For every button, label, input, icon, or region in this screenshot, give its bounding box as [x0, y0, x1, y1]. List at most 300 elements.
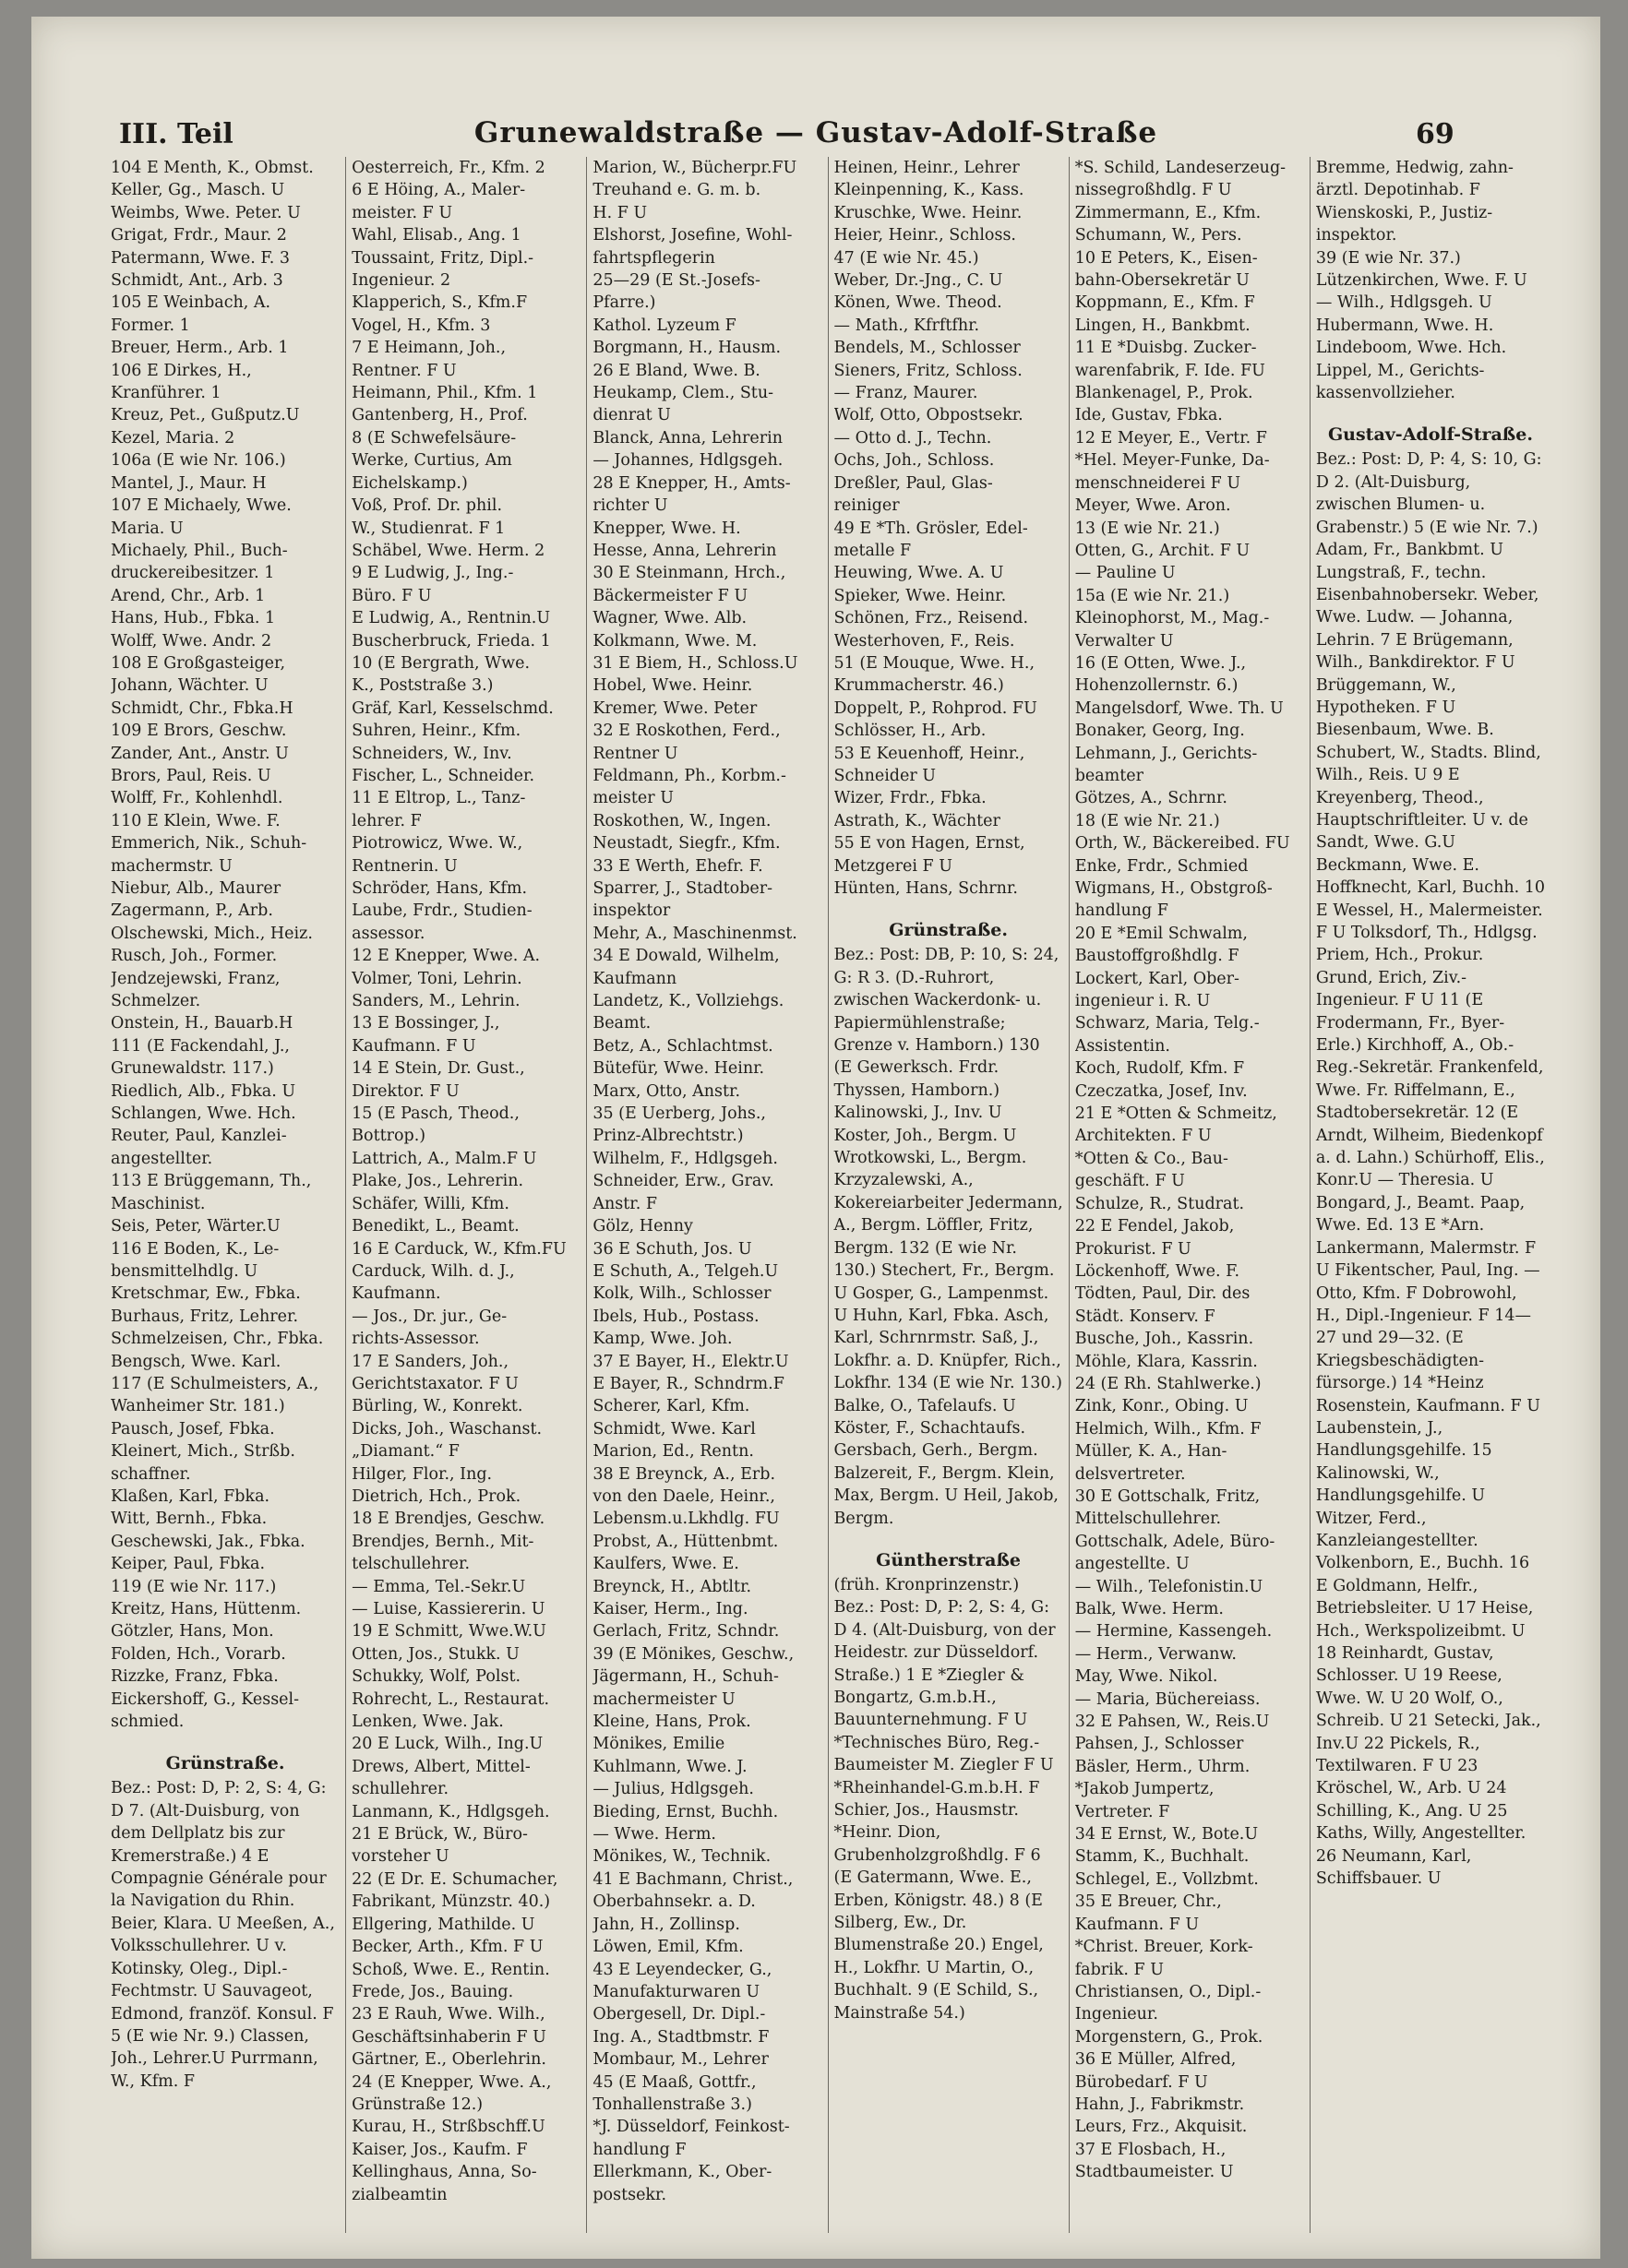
directory-entry: Busche, Joh., Kassrin.	[1074, 1330, 1254, 1349]
directory-entry: Drews, Albert, Mittel-	[352, 1757, 531, 1776]
directory-column-4	[828, 157, 1069, 2233]
directory-entry: Lingen, H., Bankbmt.	[1074, 316, 1251, 335]
directory-entry: Heinen, Heinr., Lehrer	[833, 159, 1020, 177]
directory-entry: Kleinophorst, M., Mag.-	[1074, 609, 1270, 628]
directory-entry: Schukky, Wolf, Polst.	[352, 1667, 521, 1687]
directory-entry: Heimann, Phil., Kfm. 1	[352, 384, 538, 403]
directory-entry: 36 E Schuth, Jos. U	[593, 1239, 752, 1259]
directory-entry: Löckenhoff, Wwe. F.	[1074, 1261, 1240, 1281]
directory-entry: Metzgerei F U	[833, 856, 952, 876]
directory-entry: Heier, Heinr., Schloss.	[833, 226, 1016, 245]
directory-entry: Helmich, Wilh., Kfm. F	[1074, 1419, 1262, 1438]
directory-entry: 10 (E Bergrath, Wwe.	[352, 653, 531, 673]
directory-entry: 117 (E Schulmeisters, A.,	[111, 1374, 319, 1393]
directory-entry: Mönikes, Emilie	[593, 1735, 725, 1754]
directory-entry: Bremme, Hedwig, zahn-	[1315, 159, 1514, 177]
directory-entry: Niebur, Alb., Maurer	[111, 879, 281, 898]
directory-entry: H. F U	[593, 203, 648, 222]
directory-entry: meister U	[593, 789, 674, 808]
directory-entry: inspektor	[593, 901, 671, 921]
directory-entry: Löwen, Emil, Kfm.	[593, 1938, 744, 1957]
directory-entry: Bengsch, Wwe. Karl.	[111, 1352, 281, 1371]
directory-entry: Dietrich, Hch., Prok.	[352, 1486, 521, 1506]
directory-entry: 55 E von Hagen, Ernst,	[833, 834, 1025, 853]
directory-entry: Bütefür, Wwe. Heinr.	[593, 1059, 765, 1079]
directory-entry: Meyer, Wwe. Aron.	[1074, 496, 1231, 516]
directory-entry: Ellerkmann, K., Ober-	[593, 2163, 772, 2182]
street-heading: Grünstraße.	[165, 1753, 285, 1774]
directory-entry: Kleinpenning, K., Kass.	[833, 181, 1024, 200]
page-number: 69	[1416, 118, 1454, 150]
directory-entry: 53 E Keuenhoff, Heinr.,	[833, 744, 1025, 763]
directory-entry: Lindeboom, Wwe. Hch.	[1315, 339, 1507, 358]
directory-entry: Kolk, Wilh., Schlosser	[593, 1284, 772, 1304]
directory-entry: Kellinghaus, Anna, So-	[352, 2163, 537, 2182]
directory-entry: Breuer, Herm., Arb. 1	[111, 339, 289, 358]
directory-entry: 20 E Luck, Wilh., Ing.U	[352, 1735, 544, 1754]
directory-entry: bahn-Obersekretär U	[1074, 271, 1250, 291]
directory-entry: Tonhallenstraße 3.)	[593, 2095, 752, 2114]
directory-entry: Koch, Rudolf, Kfm. F	[1074, 1059, 1245, 1079]
directory-entry: 47 (E wie Nr. 45.)	[833, 248, 979, 268]
directory-entry: Kleinert, Mich., Strßb.	[111, 1442, 295, 1462]
directory-entry: — Emma, Tel.-Sekr.U	[352, 1577, 526, 1596]
directory-entry: Krummacherstr. 46.)	[833, 676, 1004, 696]
directory-entry: machermeister U	[593, 1689, 736, 1709]
directory-entry: Balk, Wwe. Herm.	[1074, 1600, 1224, 1618]
directory-entry: — Wilh., Hdlgsgeh. U	[1315, 293, 1492, 313]
directory-entry: Voß, Prof. Dr. phil.	[352, 496, 503, 516]
directory-entry: *S. Schild, Landeserzeug-	[1074, 159, 1287, 177]
directory-entry: E Ludwig, A., Rentnin.U	[352, 609, 551, 628]
directory-entry: Architekten. F U	[1074, 1127, 1212, 1146]
directory-entry: Kaiser, Jos., Kaufm. F	[352, 2140, 528, 2159]
directory-entry: 25—29 (E St.-Josefs-	[593, 271, 760, 291]
directory-entry: — Julius, Hdlgsgeh.	[593, 1780, 754, 1799]
directory-entry: Lebensm.u.Lkhdlg. FU	[593, 1510, 780, 1529]
directory-column-6	[1310, 157, 1550, 2233]
directory-entry: 108 E Großgasteiger,	[111, 653, 286, 673]
directory-entry: 113 E Brüggemann, Th.,	[111, 1172, 312, 1191]
directory-entry: 13 E Bossinger, J.,	[352, 1014, 500, 1033]
directory-entry: Bieding, Ernst, Buchh.	[593, 1802, 779, 1821]
directory-entry: Müller, K. A., Han-	[1074, 1442, 1227, 1462]
directory-entry: Roskothen, W., Ingen.	[593, 811, 772, 830]
directory-entry: 34 E Ernst, W., Bote.U	[1074, 1825, 1259, 1844]
directory-entry: Fabrikant, Münzstr. 40.)	[352, 1892, 551, 1912]
directory-entry: 110 E Klein, Wwe. F.	[111, 811, 281, 830]
street-range-title: Grunewaldstraße — Gustav-Adolf-Straße	[473, 116, 1158, 149]
directory-entry: Koppmann, E., Kfm. F	[1074, 293, 1255, 313]
directory-entry: Orth, W., Bäckereibed. FU	[1074, 834, 1290, 853]
directory-entry: 11 E Eltrop, L., Tanz-	[352, 789, 526, 808]
directory-entry: 21 E *Otten & Schmeitz,	[1074, 1104, 1277, 1124]
directory-entry: 51 (E Mouque, Wwe. H.,	[833, 653, 1035, 673]
directory-entry: Keller, Gg., Masch. U	[111, 181, 285, 200]
directory-entry: Christiansen, O., Dipl.-	[1074, 1982, 1262, 2001]
directory-entry: Ibels, Hub., Postass.	[593, 1307, 760, 1326]
directory-entry: 21 E Brück, W., Büro-	[352, 1825, 528, 1844]
directory-entry: — Pauline U	[1074, 564, 1176, 583]
directory-entry: Brors, Paul, Reis. U	[111, 766, 271, 785]
directory-entry: Ingenieur. 2	[352, 271, 451, 291]
directory-entry: Stamm, K., Buchhalt.	[1074, 1847, 1250, 1867]
directory-entry: — Johannes, Hdlgsgeh.	[593, 451, 784, 471]
directory-entry: 35 (E Uerberg, Johs.,	[593, 1104, 766, 1124]
directory-entry: Eickershoff, G., Kessel-	[111, 1689, 300, 1709]
directory-entry: Schneider U	[833, 766, 937, 785]
directory-entry: 12 E Knepper, Wwe. A.	[352, 947, 541, 966]
street-section	[834, 916, 1063, 1530]
directory-entry: Ide, Gustav, Fbka.	[1074, 406, 1223, 425]
directory-entry: 109 E Brors, Geschw.	[111, 722, 287, 741]
directory-entry: 16 E Carduck, W., Kfm.FU	[352, 1239, 567, 1259]
directory-entry: Kuhlmann, Wwe. J.	[593, 1757, 748, 1776]
directory-entry: Breynck, H., Abtltr.	[593, 1577, 752, 1596]
directory-entry: Schulze, R., Studrat.	[1074, 1194, 1245, 1213]
directory-entry: Bürobedarf. F U	[1074, 2072, 1208, 2092]
directory-entry: 28 E Knepper, H., Amts-	[593, 473, 791, 493]
directory-entry: 18 E Brendjes, Geschw.	[352, 1510, 545, 1529]
directory-entry: Marx, Otto, Anstr.	[593, 1081, 741, 1101]
directory-entry: Patermann, Wwe. F. 3	[111, 248, 290, 268]
directory-entry: Kranführer. 1	[111, 384, 221, 403]
running-header	[31, 17, 1600, 155]
directory-entry: 104 E Menth, K., Obmst.	[111, 159, 314, 177]
directory-entry: Baustoffgroßhdlg. F	[1074, 947, 1239, 966]
directory-entry: von den Daele, Heinr.,	[593, 1486, 775, 1506]
directory-entry: 116 E Boden, K., Le-	[111, 1239, 280, 1259]
directory-entry: Könen, Wwe. Theod.	[833, 293, 1002, 313]
directory-entry: 32 E Roskothen, Ferd.,	[593, 722, 781, 741]
directory-entry: Hobel, Wwe. Heinr.	[593, 676, 753, 696]
directory-entry: Lanmann, K., Hdlgsgeh.	[352, 1802, 550, 1821]
directory-entry: delsvertreter.	[1074, 1464, 1186, 1484]
directory-entry: 18 (E wie Nr. 21.)	[1074, 811, 1220, 830]
directory-entry: Bottrop.)	[352, 1127, 426, 1146]
directory-entry: K., Poststraße 3.)	[352, 676, 494, 696]
directory-entry: Ochs, Joh., Schloss.	[833, 451, 995, 471]
directory-entry: *Jakob Jumpertz,	[1074, 1780, 1215, 1799]
directory-entry: Zink, Konr., Obing. U	[1074, 1397, 1249, 1416]
directory-entry: 43 E Leyendecker, G.,	[593, 1960, 772, 1979]
directory-entry: Verwalter U	[1074, 631, 1174, 651]
directory-entry: Kurau, H., Strßbschff.U	[352, 2118, 545, 2137]
directory-entry: Czeczatka, Josef, Inv.	[1074, 1081, 1248, 1101]
directory-entry: Schäbel, Wwe. Herm. 2	[352, 541, 545, 560]
directory-entry: — Maria, Büchereiass.	[1074, 1689, 1261, 1709]
directory-entry: 32 E Pahsen, W., Reis.U	[1074, 1713, 1270, 1732]
directory-entry: Wilhelm, F., Hdlgsgeh.	[593, 1149, 778, 1168]
directory-entry: *Hel. Meyer-Funke, Da-	[1074, 451, 1270, 471]
directory-entry: Heukamp, Clem., Stu-	[593, 384, 774, 403]
directory-entry: Obergesell, Dr. Dipl.-	[593, 2005, 766, 2024]
directory-column-1	[111, 157, 345, 2233]
directory-entry: Spieker, Wwe. Heinr.	[833, 586, 1007, 605]
directory-entry: Johann, Wächter. U	[111, 676, 269, 696]
directory-entry: Hilger, Flor., Ing.	[352, 1464, 493, 1484]
directory-entry: Stadtbaumeister. U	[1074, 2163, 1234, 2182]
directory-entry: Schlösser, H., Arb.	[833, 722, 987, 741]
directory-entry: schmied.	[111, 1713, 185, 1732]
directory-entry: Arend, Chr., Arb. 1	[111, 586, 266, 605]
directory-entry: 30 E Gottschalk, Fritz,	[1074, 1486, 1261, 1506]
directory-entry: Maria. U	[111, 519, 184, 538]
directory-entry: Ingenieur.	[1074, 2005, 1158, 2024]
directory-entry: angestellte. U	[1074, 1555, 1190, 1574]
directory-entry: Grigat, Frdr., Maur. 2	[111, 226, 287, 245]
directory-entry: Heuwing, Wwe. A. U	[833, 564, 1004, 583]
directory-entry: handlung F	[1074, 901, 1168, 921]
directory-entry: Sparrer, J., Stadtober-	[593, 879, 773, 898]
directory-entry: 34 E Dowald, Wilhelm,	[593, 947, 780, 966]
directory-entry: Bendels, M., Schlosser	[833, 339, 1021, 358]
directory-entry: handlung F	[593, 2140, 687, 2159]
directory-entry: 41 E Bachmann, Christ.,	[593, 1869, 794, 1889]
directory-entry: Wolff, Fr., Kohlenhdl.	[111, 789, 283, 808]
directory-entry: Klaßen, Karl, Fbka.	[111, 1486, 270, 1506]
directory-entry: Schmidt, Ant., Arb. 3	[111, 271, 283, 291]
directory-entry: Fischer, L., Schneider.	[352, 766, 535, 785]
directory-entry: Bürling, W., Konrekt.	[352, 1397, 523, 1416]
directory-entry: Zimmermann, E., Kfm.	[1074, 203, 1262, 222]
directory-column-5	[1069, 157, 1310, 2233]
directory-entry: 20 E *Emil Schwalm,	[1074, 924, 1248, 943]
directory-entry: — Wilh., Telefonistin.U	[1074, 1577, 1263, 1596]
directory-entry: 10 E Peters, K., Eisen-	[1074, 248, 1258, 268]
directory-entry: Sieners, Fritz, Schloss.	[833, 361, 1023, 380]
directory-entry: Kruschke, Wwe. Heinr.	[833, 203, 1023, 222]
directory-entry: 17 E Sanders, Joh.,	[352, 1352, 509, 1371]
directory-entry: kassenvollzieher.	[1315, 384, 1455, 403]
directory-entry: Oesterreich, Fr., Kfm. 2	[352, 159, 545, 177]
directory-entry: Schmelzeisen, Chr., Fbka.	[111, 1330, 324, 1349]
directory-entry: Möhle, Klara, Kassrin.	[1074, 1352, 1258, 1371]
directory-entry: Dreßler, Paul, Glas-	[833, 473, 993, 493]
directory-entry: Kreuz, Pet., Gußputz.U	[111, 406, 300, 425]
directory-entry: 11 E *Duisbg. Zucker-	[1074, 339, 1257, 358]
directory-entry: Rizzke, Franz, Fbka.	[111, 1667, 279, 1687]
directory-entry: Gottschalk, Adele, Büro-	[1074, 1532, 1275, 1551]
directory-entry: Mehr, A., Maschinenmst.	[593, 924, 797, 943]
directory-entry: Marion, W., Bücherpr.FU	[593, 159, 797, 177]
directory-entry: 9 E Ludwig, J., Ing.-	[352, 564, 514, 583]
directory-entry: Gölz, Henny	[593, 1217, 693, 1236]
directory-entry: Toussaint, Fritz, Dipl.-	[352, 248, 534, 268]
directory-entry: Elshorst, Josefine, Wohl-	[593, 226, 793, 245]
directory-entry: Schäfer, Willi, Kfm.	[352, 1194, 509, 1213]
directory-entry: schaffner.	[111, 1464, 191, 1484]
part-label: III. Teil	[119, 118, 233, 150]
street-entries: Bez.: Post: D, P: 2, S: 4, G: D 7. (Alt-Duisburg, von dem Dellplatz bis zur Kremerstraße.) 4 E Compagnie Générale pour la Navigation du Rhin. Beier, Klara. U Meeßen, A., Volksschullehrer. U v. Kotinsky, Oleg., Dipl.-Fechtmstr. U Sauvageot, Edmond, franzöf. Konsul. F 5 (E wie Nr. 9.) Classen, Joh., Lehrer.U Purrmann, W., Kfm. F	[111, 1779, 335, 2091]
directory-entry: 106a (E wie Nr. 106.)	[111, 451, 286, 471]
directory-entry: Benedikt, L., Beamt.	[352, 1217, 520, 1236]
directory-entry: Otten, Jos., Stukk. U	[352, 1644, 520, 1664]
directory-entry: Weimbs, Wwe. Peter. U	[111, 203, 301, 222]
directory-entry: — Wwe. Herm.	[593, 1825, 716, 1844]
directory-entry: Wahl, Elisab., Ang. 1	[352, 226, 521, 245]
directory-entry: Klapperich, S., Kfm.F	[352, 293, 528, 313]
directory-entry: Schumann, W., Pers.	[1074, 226, 1242, 245]
directory-entry: Frede, Jos., Bauing.	[352, 1982, 514, 2001]
directory-entry: Schlangen, Wwe. Hch.	[111, 1104, 296, 1124]
directory-entry: Tödten, Paul, Dir. des	[1074, 1284, 1251, 1304]
directory-entry: 36 E Müller, Alfred,	[1074, 2050, 1237, 2070]
directory-entry: Buscherbruck, Frieda. 1	[352, 631, 551, 651]
directory-entry: Kleine, Hans, Prok.	[593, 1713, 751, 1732]
directory-entry: Former. 1	[111, 316, 190, 335]
directory-entry: Borgmann, H., Hausm.	[593, 339, 782, 358]
street-entries: Bez.: Post: DB, P: 10, S: 24, G: R 3. (D.-Ruhrort, zwischen Wackerdonk- u. Papiermühlenstraße; Grenze v. Hamborn.) 130 (E Gewerksch. Frdr. Thyssen, Hamborn.) Kalinowski, J., Inv. U Koster, Joh., Bergm. U Wrotkowski, L., Bergm. Krzyzalewski, A., Kokereiarbeiter Jedermann, A., Bergm. Löffler, Fritz, Bergm. 132 (E wie Nr. 130.) Stechert, Fr., Bergm. U Gosper, G., Lampenmst. U Huhn, Karl, Fbka. Asch, Karl, Schrnrmstr. Saß, J., Lokfhr. a. D. Knüpfer, Rich., Lokfhr. 134 (E wie Nr. 130.) Balke, O., Tafelaufs. U Köster, F., Schachtaufs. Gersbach, Gerh., Bergm. Balzereit, F., Bergm. Klein, Max, Bergm. U Heil, Jakob, Bergm.	[833, 946, 1063, 1528]
directory-entry: Rentner. F U	[352, 361, 457, 380]
directory-entry: Westerhoven, F., Reis.	[833, 631, 1015, 651]
directory-entry: 49 E *Th. Grösler, Edel-	[833, 519, 1028, 538]
directory-entry: Laube, Frdr., Studien-	[352, 901, 533, 921]
directory-entry: 24 (E Rh. Stahlwerke.)	[1074, 1374, 1262, 1393]
directory-entry: Kamp, Wwe. Joh.	[593, 1330, 733, 1349]
directory-entry: Wagner, Wwe. Alb.	[593, 609, 748, 628]
directory-entry: *Christ. Breuer, Kork-	[1074, 1938, 1253, 1957]
directory-entry: 39 (E wie Nr. 37.)	[1315, 248, 1461, 268]
directory-entry: Vertreter. F	[1074, 1802, 1170, 1821]
directory-entry: E Bayer, R., Schndrm.F	[593, 1374, 784, 1393]
directory-entry: Grünstraße 12.)	[352, 2095, 484, 2114]
directory-entry: Wolff, Wwe. Andr. 2	[111, 631, 272, 651]
directory-entry: Götzler, Hans, Mon.	[111, 1622, 274, 1641]
street-section	[834, 1546, 1063, 2024]
directory-entry: Manufakturwaren U	[593, 1982, 760, 2001]
directory-entry: 37 E Flosbach, H.,	[1074, 2140, 1227, 2159]
street-entries: Bez.: Post: D, P: 4, S: 10, G: D 2. (Alt-Duisburg, zwischen Blumen- u. Grabenstr.) 5 (E wie Nr. 7.) Adam, Fr., Bankbmt. U Lungstraß, F., techn. Eisenbahnobersekr. Weber, Wwe. Ludw. — Johanna, Lehrin. 7 E Brügemann, Wilh., Bankdirektor. F U Brüggemann, W., Hypotheken. F U Biesenbaum, Wwe. B. Schubert, W., Stadts. Blind, Wilh., Reis. U 9 E Kreyenberg, Theod., Hauptschriftleiter. U v. de Sandt, Wwe. G.U Beckmann, Wwe. E. Hoffknecht, Karl, Buchh. 10 E Wessel, H., Malermeister. F U Tolksdorf, Th., Hdlgsg. Priem, Hch., Prokur. Grund, Erich, Ziv.-Ingenieur. F U 11 (E Frodermann, Fr., Byer-Erle.) Kirchhoff, A., Ob.-Reg.-Sekretär. Frankenfeld, Wwe. Fr. Riffelmann, E., Stadtobersekretär. 12 (E Arndt, Wilheim, Biedenkopf a. d. Lahn.) Schürhoff, Elis., Konr.U — Theresia. U Bongard, J., Beamt. Paap, Wwe. Ed. 13 E *Arn. Lankermann, Malermstr. F U Fikentscher, Paul, Ing. — Otto, Kfm. F Dobrowohl, H., Dipl.-Ingenieur. F 14—27 und 29—32. (E Kriegsbeschädigten-fürsorge.) 14 *Heinz Rosenstein, Kaufmann. F U Laubenstein, J., Handlungsgehilfe. 15 Kalinowski, W., Handlungsgehilfe. U Witzer, Ferd., Kanzleiangestellter. Volkenborn, E., Buchh. 16 E Goldmann, Helfr., Betriebsleiter. U 17 Heise, Hch., Werkspolizeibmt. U 18 Reinhardt, Gustav, Schlosser. U 19 Reese, Wwe. W. U 20 Wolf, O., Schreib. U 21 Setecki, Jak., Inv.U 22 Pickels, R., Textilwaren. F U 23 Kröschel, W., Arb. U 24 Schilling, K., Ang. U 25 Kaths, Willy, Angestellter. 26 Neumann, Karl, Schiffsbauer. U	[1315, 450, 1546, 1889]
directory-entry: Hesse, Anna, Lehrerin	[593, 541, 777, 560]
directory-entry: Jägermann, H., Schuh-	[593, 1667, 779, 1687]
directory-entry: Reuter, Paul, Kanzlei-	[111, 1127, 287, 1146]
directory-entry: 19 E Schmitt, Wwe.W.U	[352, 1622, 546, 1641]
directory-entry: geschäft. F U	[1074, 1172, 1185, 1191]
directory-entry: Mombaur, M., Lehrer	[593, 2050, 769, 2070]
directory-entry: 12 E Meyer, E., Vertr. F	[1074, 428, 1267, 448]
directory-entry: dienrat U	[593, 406, 671, 425]
directory-entry: Kaufmann.	[352, 1284, 441, 1304]
directory-entry: vorsteher U	[352, 1847, 449, 1867]
street-heading: Grünstraße.	[889, 920, 1008, 941]
directory-entry: Schmelzer.	[111, 992, 201, 1011]
directory-entry: Lenken, Wwe. Jak.	[352, 1713, 504, 1732]
directory-entry: Gärtner, E., Oberlehrin.	[352, 2050, 546, 2070]
directory-entry: Götzes, A., Schrnr.	[1074, 789, 1227, 808]
street-section	[111, 1749, 340, 2093]
directory-entry: Landetz, K., Vollziehgs.	[593, 992, 784, 1011]
directory-entry: Lockert, Karl, Ober-	[1074, 969, 1239, 988]
directory-entry: Schneider, Erw., Grav.	[593, 1172, 774, 1191]
directory-entry: Gerlach, Fritz, Schndr.	[593, 1622, 780, 1641]
directory-entry: Treuhand e. G. m. b.	[593, 181, 761, 200]
directory-entry: 45 (E Maaß, Gottfr.,	[593, 2072, 757, 2092]
directory-entry: Probst, A., Hüttenbmt.	[593, 1532, 779, 1551]
directory-entry: Schmidt, Chr., Fbka.H	[111, 698, 293, 718]
directory-entry: Gerichtstaxator. F U	[352, 1374, 519, 1393]
directory-entry: Seis, Peter, Wärter.U	[111, 1217, 281, 1236]
directory-entry: Direktor. F U	[352, 1081, 460, 1101]
directory-entry: warenfabrik, F. Ide. FU	[1074, 361, 1265, 380]
directory-column-3	[586, 157, 827, 2233]
directory-entry: Hohenzollernstr. 6.)	[1074, 676, 1239, 696]
directory-entry: 33 E Werth, Ehefr. F.	[593, 856, 763, 876]
directory-entry: Enke, Frdr., Schmied	[1074, 856, 1249, 876]
directory-entry: Geschäftsinhaberin F U	[352, 2027, 546, 2047]
directory-entry: Otten, G., Archit. F U	[1074, 541, 1251, 560]
directory-entry: Sanders, M., Lehrin.	[352, 992, 521, 1011]
directory-entry: Jahn, H., Zollinsp.	[593, 1915, 740, 1934]
directory-entry: Büro. F U	[352, 586, 432, 605]
directory-entry: telschullehrer.	[352, 1555, 471, 1574]
directory-entry: — Jos., Dr. jur., Ge-	[352, 1307, 508, 1326]
directory-entry: Pausch, Josef, Fbka.	[111, 1419, 275, 1438]
directory-entry: Mangelsdorf, Wwe. Th. U	[1074, 698, 1284, 718]
directory-entry: Onstein, H., Bauarb.H	[111, 1014, 293, 1033]
directory-entry: Bäckermeister F U	[593, 586, 748, 605]
directory-entry: 14 E Stein, Dr. Gust.,	[352, 1059, 525, 1079]
directory-entry: 105 E Weinbach, A.	[111, 293, 271, 313]
directory-entry: „Diamant.“ F	[352, 1442, 460, 1462]
directory-entry: Hans, Hub., Fbka. 1	[111, 609, 276, 628]
street-section	[1316, 421, 1545, 1890]
directory-entry: Rusch, Joh., Former.	[111, 947, 278, 966]
directory-entry: Oberbahnsekr. a. D.	[593, 1892, 756, 1912]
directory-entry: — Herm., Verwanw.	[1074, 1644, 1237, 1664]
directory-entry: Kretschmar, Ew., Fbka.	[111, 1284, 301, 1304]
directory-entry: Bäsler, Herm., Uhrm.	[1074, 1757, 1251, 1776]
directory-entry: angestellter.	[111, 1149, 213, 1168]
directory-entry: ärztl. Depotinhab. F	[1315, 181, 1480, 200]
directory-entry: 111 (E Fackendahl, J.,	[111, 1036, 290, 1056]
directory-entry: Schwarz, Maria, Telg.-	[1074, 1014, 1260, 1033]
directory-entry: Kreitz, Hans, Hüttenm.	[111, 1600, 302, 1618]
directory-entry: Rentnerin. U	[352, 856, 458, 876]
directory-entry: Astrath, K., Wächter	[833, 811, 1000, 830]
directory-columns	[111, 157, 1550, 2233]
directory-entry: Ing. A., Stadtbmstr. F	[593, 2027, 770, 2047]
directory-entry: Schlegel, E., Vollzbmt.	[1074, 1869, 1259, 1889]
directory-entry: Eichelskamp.)	[352, 473, 468, 493]
directory-entry: Lippel, M., Gerichts-	[1315, 361, 1485, 380]
directory-entry: Blanck, Anna, Lehrerin	[593, 428, 783, 448]
directory-entry: 8 (E Schwefelsäure-	[352, 428, 517, 448]
directory-entry: 24 (E Knepper, Wwe. A.,	[352, 2072, 552, 2092]
directory-entry: Dicks, Joh., Waschanst.	[352, 1419, 543, 1438]
directory-entry: Kathol. Lyzeum F	[593, 316, 736, 335]
directory-entry: Gräf, Karl, Kesselschmd.	[352, 698, 554, 718]
directory-entry: 22 E Fendel, Jakob,	[1074, 1217, 1235, 1236]
directory-entry: Wienskoski, P., Justiz-	[1315, 203, 1493, 222]
directory-entry: May, Wwe. Nikol.	[1074, 1667, 1218, 1687]
directory-entry: Schmidt, Wwe. Karl	[593, 1419, 756, 1438]
directory-entry: Mantel, J., Maur. H	[111, 473, 267, 493]
directory-entry: Hünten, Hans, Schrnr.	[833, 879, 1018, 898]
directory-entry: Gantenberg, H., Prof.	[352, 406, 528, 425]
directory-entry: — Math., Kfrftfhr.	[833, 316, 980, 335]
directory-entry: Plake, Jos., Lehrerin.	[352, 1172, 524, 1191]
directory-entry: 39 (E Mönikes, Geschw.,	[593, 1644, 795, 1664]
directory-entry: Keiper, Paul, Fbka.	[111, 1555, 266, 1574]
directory-entry: Lattrich, A., Malm.F U	[352, 1149, 537, 1168]
directory-entry: E Schuth, A., Telgeh.U	[593, 1261, 779, 1281]
directory-entry: 13 (E wie Nr. 21.)	[1074, 519, 1220, 538]
directory-entry: 6 E Höing, A., Maler-	[352, 181, 526, 200]
directory-entry: druckereibesitzer. 1	[111, 564, 275, 583]
directory-entry: Kaufmann. F U	[352, 1036, 476, 1056]
directory-entry: Marion, Ed., Rentn.	[593, 1442, 754, 1462]
